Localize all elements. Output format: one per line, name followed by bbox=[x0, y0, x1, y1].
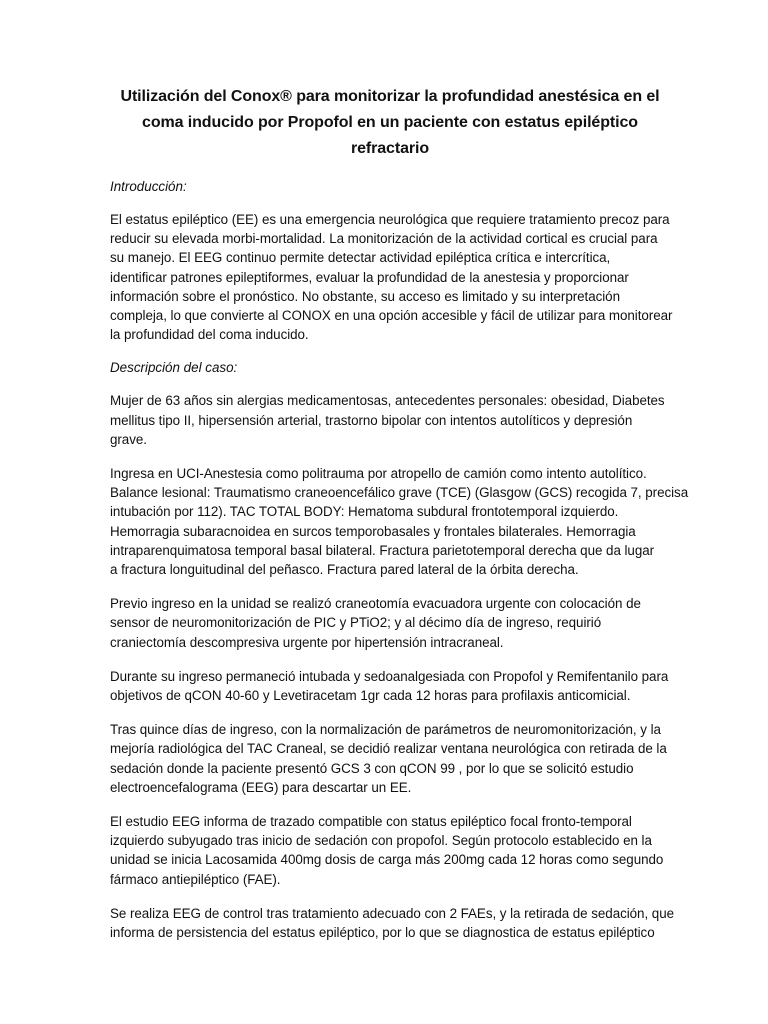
text-line: fármaco antiepiléptico (FAE). bbox=[110, 871, 281, 887]
case-paragraph-admission bbox=[110, 464, 689, 579]
text-line: Ingresa en UCI-Anestesia como politrauma por atropello de camión como intento autolítico. bbox=[110, 466, 647, 482]
case-paragraph-eeg-control bbox=[110, 904, 674, 942]
document-title bbox=[110, 84, 670, 162]
text-line: a fractura longuitudinal del peñasco. Fractura pared lateral de la órbita derecha. bbox=[110, 562, 579, 578]
title-line: coma inducido por Propofol en un paciente con estatus epiléptico bbox=[142, 114, 638, 131]
text-line: El estudio EEG informa de trazado compatible con status epiléptico focal fronto-temporal bbox=[110, 814, 632, 830]
introduction-heading: Introducción: bbox=[110, 179, 187, 194]
text-line: información sobre el pronóstico. No obstante, su acceso es limitado y su interpretación bbox=[110, 288, 620, 304]
text-line: objetivos de qCON 40-60 y Levetiracetam 1gr cada 12 horas para profilaxis anticomicial. bbox=[110, 688, 631, 704]
text-line: mellitus tipo II, hipersensión arterial, trastorno bipolar con intentos autolíticos y depresión bbox=[110, 412, 633, 428]
text-line: electroencefalograma (EEG) para descartar un EE. bbox=[110, 779, 412, 795]
text-line: su manejo. El EEG continuo permite detectar actividad epiléptica crítica e intercrítica, bbox=[110, 250, 611, 266]
text-line: Balance lesional: Traumatismo craneoencefálico grave (TCE) (Glasgow (GCS) recogida 7, precisa bbox=[110, 485, 689, 501]
text-line: mejoría radiológica del TAC Craneal, se decidió realizar ventana neurológica con retirada de la bbox=[110, 741, 667, 757]
text-line: Se realiza EEG de control tras tratamiento adecuado con 2 FAEs, y la retirada de sedación, que bbox=[110, 905, 674, 921]
case-paragraph-patient bbox=[110, 391, 670, 449]
text-line: la profundidad del coma inducido. bbox=[110, 327, 309, 343]
case-paragraph-eeg-study bbox=[110, 812, 670, 889]
text-line: compleja, lo que convierte al CONOX en una opción accesible y fácil de utilizar para monitorear bbox=[110, 308, 673, 324]
text-line: Durante su ingreso permaneció intubada y sedoanalgesiada con Propofol y Remifentanilo para bbox=[110, 668, 669, 684]
text-line: informa de persistencia del estatus epiléptico, por lo que se diagnostica de estatus epiléptico bbox=[110, 925, 655, 941]
text-line: izquierdo subyugado tras inicio de sedación con propofol. Según protocolo establecido en la bbox=[110, 833, 652, 849]
text-line: intubación por 112). TAC TOTAL BODY: Hematoma subdural frontotemporal izquierdo. bbox=[110, 504, 619, 520]
case-paragraph-sedation bbox=[110, 667, 670, 705]
text-line: craniectomía descompresiva urgente por hipertensión intracraneal. bbox=[110, 634, 504, 650]
text-line: Mujer de 63 años sin alergias medicamentosas, antecedentes personales: obesidad, Diabetes bbox=[110, 393, 665, 409]
case-paragraph-surgery bbox=[110, 594, 670, 652]
text-line: unidad se inicia Lacosamida 400mg dosis de carga más 200mg cada 12 horas como segundo bbox=[110, 852, 664, 868]
text-line: Hemorragia subaracnoidea en surcos temporobasales y frontales bilaterales. Hemorragia bbox=[110, 523, 636, 539]
text-line: Tras quince días de ingreso, con la normalización de parámetros de neuromonitorización, y la bbox=[110, 722, 661, 738]
text-line: sedación donde la paciente presentó GCS 3 con qCON 99 , por lo que se solicitó estudio bbox=[110, 760, 634, 776]
case-description-heading: Descripción del caso: bbox=[110, 360, 238, 376]
text-line: reducir su elevada morbi-mortalidad. La monitorización de la actividad cortical es crucial para bbox=[110, 231, 658, 247]
text-line: Previo ingreso en la unidad se realizó craneotomía evacuadora urgente con colocación de bbox=[110, 596, 641, 612]
text-line: intraparenquimatosa temporal basal bilateral. Fractura parietotemporal derecha que da lugar bbox=[110, 542, 655, 558]
title-line: refractario bbox=[350, 140, 430, 157]
case-paragraph-neuro-window bbox=[110, 720, 670, 797]
introduction-paragraph bbox=[110, 210, 673, 344]
title-line: Utilización del Conox® para monitorizar la profundidad anestésica en el bbox=[120, 88, 660, 105]
text-line: identificar patrones epileptiformes, evaluar la profundidad de la anestesia y proporcionar bbox=[110, 269, 629, 285]
text-line: sensor de neuromonitorización de PIC y PTiO2; y al décimo día de ingreso, requirió bbox=[110, 615, 602, 631]
text-line: grave. bbox=[110, 431, 147, 447]
text-line: El estatus epiléptico (EE) es una emergencia neurológica que requiere tratamiento precoz para bbox=[110, 212, 670, 227]
